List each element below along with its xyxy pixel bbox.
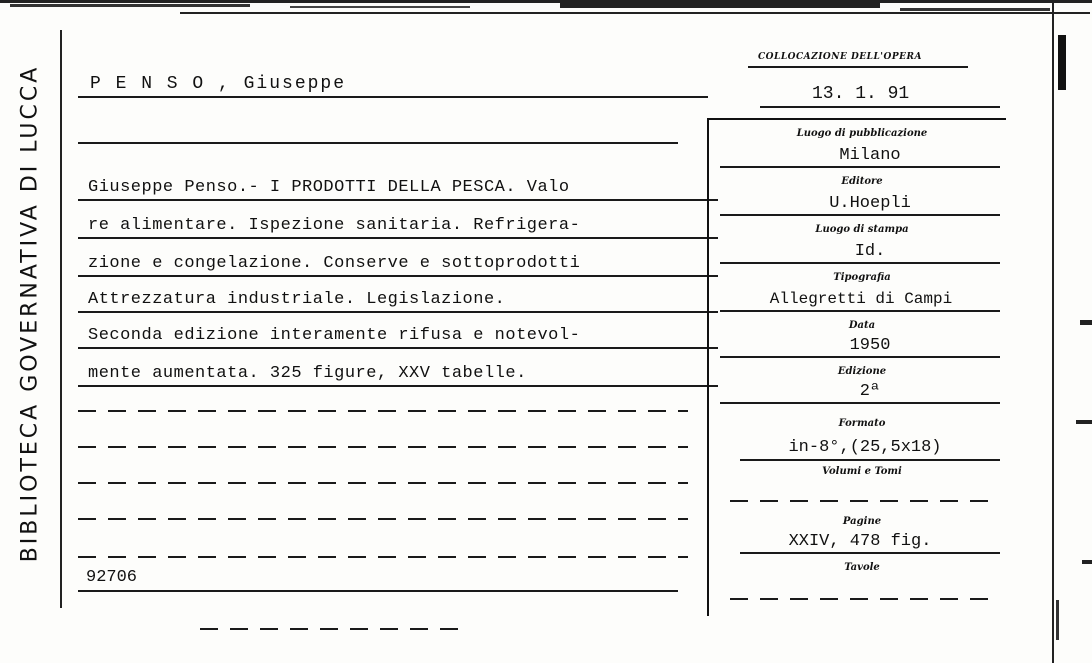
library-name: BIBLIOTECA GOVERNATIVA DI LUCCA: [17, 64, 43, 562]
ruled-line: [78, 237, 718, 239]
description-line: re alimentare. Ispezione sanitaria. Refrigera-: [88, 216, 581, 235]
field-label-luogo-pubblicazione: Luogo di pubblicazione: [796, 128, 928, 139]
blank-ruled-line: [78, 410, 688, 412]
fields-box-top: [708, 118, 1006, 120]
ruled-line: [78, 590, 678, 592]
author-heading: P E N S O , Giuseppe: [90, 74, 347, 94]
field-rule: [720, 402, 1000, 404]
date-rule: [760, 106, 1000, 108]
left-margin-line: [60, 30, 62, 608]
field-rule: [730, 500, 1000, 502]
ruled-line: [78, 199, 718, 201]
bottom-dash-line: [200, 628, 460, 630]
blank-ruled-line: [78, 518, 688, 520]
card-date: 13. 1. 91: [812, 84, 910, 104]
ruled-line: [78, 385, 718, 387]
field-value-pagine: XXIV, 478 fig.: [788, 532, 932, 551]
blank-ruled-line: [78, 446, 688, 448]
field-label-volumi-tomi: Volumi e Tomi: [822, 466, 902, 477]
field-label-tavole: Tavole: [844, 562, 880, 573]
field-label-formato: Formato: [838, 418, 886, 429]
field-label-pagine: Pagine: [842, 516, 882, 527]
library-name-vertical: [8, 18, 52, 608]
right-edge-marks: [1052, 0, 1092, 663]
top-edge-marks: [0, 0, 1092, 16]
field-value-edizione: 2ª: [859, 382, 881, 401]
description-line: mente aumentata. 325 figure, XXV tabelle.: [88, 364, 527, 383]
description-line: zione e congelazione. Conserve e sottoprodotti: [88, 254, 581, 273]
field-rule: [730, 598, 1000, 600]
ruled-line: [78, 275, 718, 277]
blank-ruled-line: [78, 482, 688, 484]
blank-ruled-line: [78, 556, 688, 558]
field-label-tipografia: Tipografia: [833, 272, 891, 283]
ruled-line: [78, 311, 718, 313]
field-rule: [720, 214, 1000, 216]
field-rule: [720, 166, 1000, 168]
field-rule: [720, 356, 1000, 358]
description-line: Attrezzatura industriale. Legislazione.: [88, 290, 506, 309]
field-rule: [720, 310, 1000, 312]
field-label-edizione: Edizione: [837, 366, 887, 377]
description-line: Giuseppe Penso.- I PRODOTTI DELLA PESCA. Valo: [88, 178, 570, 197]
heading-rule: [78, 96, 708, 98]
collocation-rule: [748, 66, 968, 68]
collocation-label: COLLOCAZIONE DELL'OPERA: [758, 52, 922, 62]
field-rule: [720, 262, 1000, 264]
inventory-number: 92706: [86, 568, 138, 587]
field-label-luogo-stampa: Luogo di stampa: [815, 224, 909, 235]
description-line: Seconda edizione interamente rifusa e notevol-: [88, 326, 581, 345]
field-rule: [740, 552, 1000, 554]
field-value-data: 1950: [849, 336, 891, 355]
field-rule: [740, 459, 1000, 461]
field-label-data: Data: [848, 320, 876, 331]
field-value-luogo-pubblicazione: Milano: [839, 146, 901, 165]
ruled-line-1: [78, 142, 678, 144]
field-label-editore: Editore: [841, 176, 883, 187]
fields-box-left: [707, 118, 709, 616]
ruled-line: [78, 347, 718, 349]
field-value-formato: in-8°,(25,5x18): [788, 438, 942, 457]
field-value-luogo-stampa: Id.: [854, 242, 886, 261]
field-value-editore: U.Hoepli: [829, 194, 911, 213]
field-value-tipografia: Allegretti di Campi: [769, 290, 953, 308]
